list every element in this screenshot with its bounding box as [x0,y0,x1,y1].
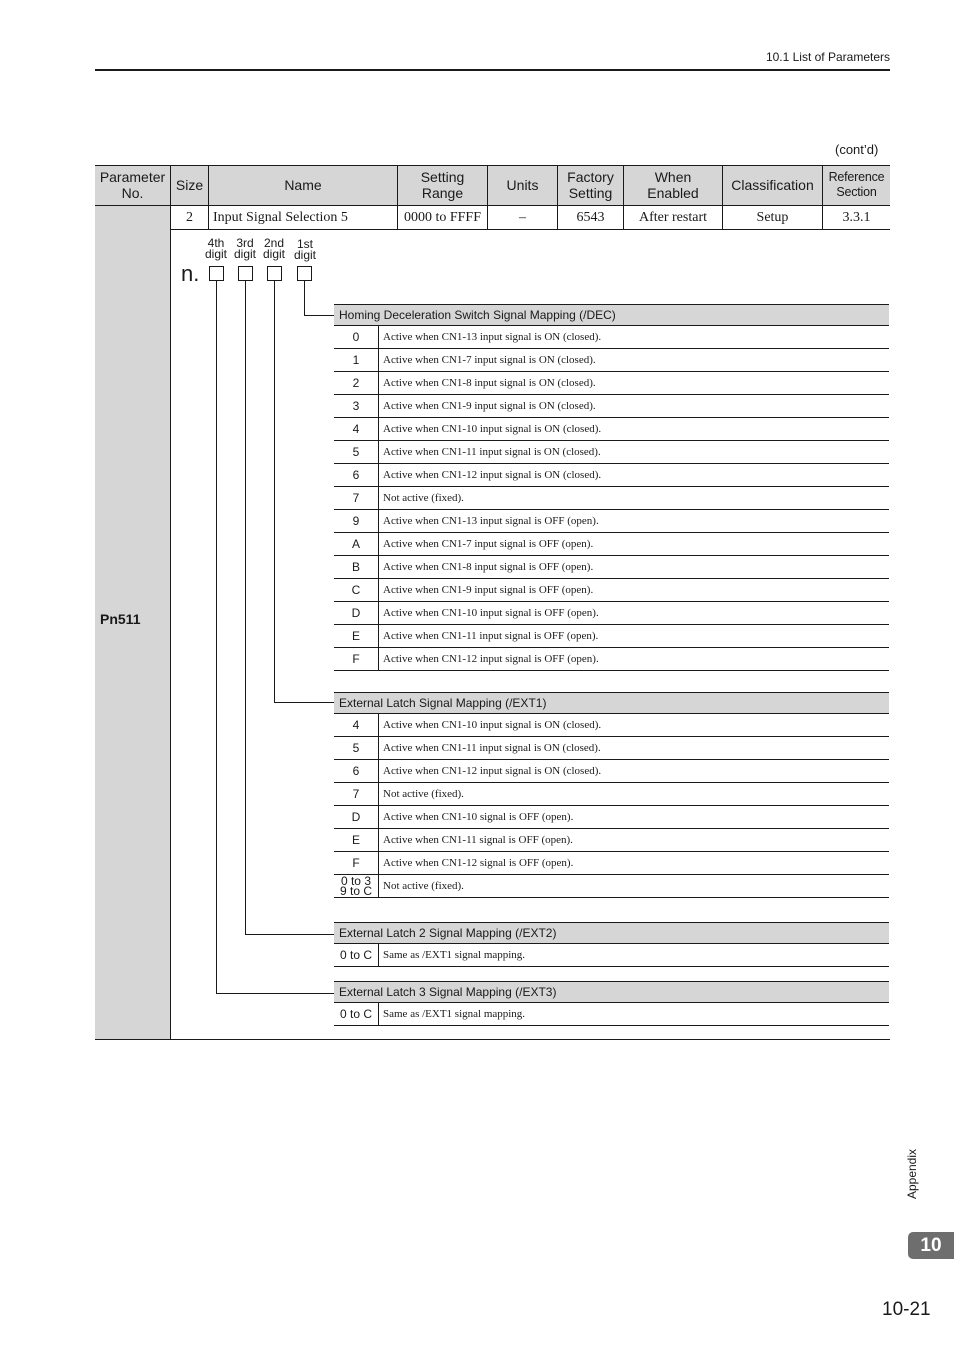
option-group-title: External Latch 3 Signal Mapping (/EXT3) [334,981,889,1003]
setting-code: B [334,556,379,578]
table-row [334,760,889,783]
appendix-side-label: Appendix [905,1148,919,1200]
setting-description: Same as /EXT1 signal mapping. [383,1008,526,1020]
setting-code: F [334,852,379,874]
setting-code: 0 to C [334,944,379,966]
digit-box-1st [297,266,312,281]
chapter-tab: 10 [908,1232,954,1259]
setting-description: Active when CN1-8 input signal is ON (closed). [383,377,596,389]
page-number: 10-21 [882,1299,931,1320]
setting-code: 5 [334,441,379,463]
setting-description: Active when CN1-10 input signal is ON (closed). [383,423,602,435]
table-row [334,464,889,487]
connector-2nd-digit [274,281,275,702]
cell-name: Input Signal Selection 5 [213,209,348,225]
setting-code: 2 [334,372,379,394]
digit-label-4th: 4th digit [204,236,227,261]
table-row [334,944,889,967]
table-row [334,418,889,441]
table-row [334,556,889,579]
table-rule [95,1039,890,1040]
connector-1st-digit [304,315,334,316]
setting-code: 7 [334,487,379,509]
connector-3rd-digit [245,281,246,934]
table-row [334,806,889,829]
setting-description: Active when CN1-11 signal is OFF (open). [383,834,573,846]
table-row [334,579,889,602]
setting-description: Active when CN1-12 signal is OFF (open). [383,857,574,869]
header-parameter-no: Parameter No. [99,169,166,201]
setting-code: D [334,602,379,624]
header-rule [95,69,890,71]
header-factory-setting: Factory Setting [567,169,614,201]
digit-label-2nd: 2nd digit [262,236,285,261]
header-setting-range: Setting Range [420,169,465,201]
setting-code: 5 [334,737,379,759]
header-reference-section: Reference Section [828,170,885,199]
table-row [334,625,889,648]
ext2-mapping-table [334,922,889,967]
cell-setting-range: 0000 to FFFF [403,209,482,225]
setting-code: C [334,579,379,601]
setting-code: 0 to 3 9 to C [334,875,379,897]
header-when-enabled: When Enabled [647,169,699,201]
n-prefix: n. [181,261,200,286]
setting-description: Active when CN1-10 input signal is OFF (open). [383,607,599,619]
setting-description: Not active (fixed). [383,788,464,800]
parameter-number: Pn511 [100,611,141,627]
setting-description: Active when CN1-7 input signal is OFF (open). [383,538,594,550]
dec-mapping-table [334,304,889,671]
table-row [334,487,889,510]
table-row [334,510,889,533]
table-row [334,852,889,875]
setting-code: 6 [334,464,379,486]
setting-code: 6 [334,760,379,782]
setting-description: Active when CN1-9 input signal is ON (closed). [383,400,596,412]
table-row [334,829,889,852]
option-group-title: External Latch Signal Mapping (/EXT1) [334,692,889,714]
table-row [334,783,889,806]
table-rule [170,229,890,230]
digit-box-3rd [238,266,253,281]
setting-description: Active when CN1-12 input signal is ON (closed). [383,469,602,481]
setting-description: Active when CN1-13 input signal is OFF (open). [383,515,599,527]
setting-description: Active when CN1-11 input signal is ON (closed). [383,446,601,458]
digit-label-1st: 1st digit [293,237,316,262]
column-divider [170,165,171,1040]
setting-code: D [334,806,379,828]
table-row [334,349,889,372]
connector-3rd-digit [245,934,334,935]
cell-classification: Setup [756,209,789,225]
digit-label-3rd: 3rd digit [233,236,256,261]
header-name: Name [284,177,322,193]
option-group-title: Homing Deceleration Switch Signal Mapping (/DEC) [334,304,889,326]
table-row [334,602,889,625]
cell-reference-section: 3.3.1 [842,209,871,225]
cell-when-enabled: After restart [638,209,708,225]
setting-description: Active when CN1-10 signal is OFF (open). [383,811,574,823]
setting-description: Active when CN1-9 input signal is OFF (open). [383,584,594,596]
ext1-mapping-table [334,692,889,898]
ext3-mapping-table [334,981,889,1026]
setting-code: E [334,829,379,851]
setting-description: Active when CN1-7 input signal is ON (closed). [383,354,596,366]
setting-description: Active when CN1-12 input signal is OFF (open). [383,653,599,665]
running-header: 10.1 List of Parameters [765,50,890,64]
setting-code: 0 [334,326,379,348]
table-row [334,395,889,418]
table-row [334,533,889,556]
table-row [334,1003,889,1026]
setting-code: 7 [334,783,379,805]
setting-description: Not active (fixed). [383,880,464,892]
table-row [334,441,889,464]
setting-code: E [334,625,379,647]
table-row [334,875,889,898]
cell-units: – [519,209,526,225]
header-size: Size [175,177,204,193]
cell-factory-setting: 6543 [576,209,605,225]
table-row [334,737,889,760]
setting-description: Active when CN1-10 input signal is ON (closed). [383,719,602,731]
setting-code: 9 [334,510,379,532]
setting-description: Active when CN1-12 input signal is ON (closed). [383,765,602,777]
connector-4th-digit [216,993,334,994]
connector-1st-digit [304,281,305,315]
setting-description: Same as /EXT1 signal mapping. [383,949,526,961]
table-row [334,648,889,671]
table-row [334,326,889,349]
setting-code: 4 [334,714,379,736]
cell-size: 2 [186,209,193,225]
setting-code: A [334,533,379,555]
setting-description: Active when CN1-11 input signal is OFF (open). [383,630,599,642]
setting-description: Not active (fixed). [383,492,464,504]
header-classification: Classification [731,177,814,193]
table-row [334,372,889,395]
setting-code: 0 to C [334,1003,379,1025]
setting-code: 1 [334,349,379,371]
connector-4th-digit [216,281,217,993]
header-units: Units [506,177,539,193]
table-row [334,714,889,737]
digit-box-2nd [267,266,282,281]
setting-description: Active when CN1-11 input signal is ON (closed). [383,742,601,754]
connector-2nd-digit [274,702,334,703]
setting-description: Active when CN1-13 input signal is ON (closed). [383,331,602,343]
digit-box-4th [209,266,224,281]
setting-code: F [334,648,379,670]
option-group-title: External Latch 2 Signal Mapping (/EXT2) [334,922,889,944]
setting-code: 3 [334,395,379,417]
continued-label: (cont’d) [835,142,879,157]
setting-code: 4 [334,418,379,440]
setting-description: Active when CN1-8 input signal is OFF (open). [383,561,594,573]
